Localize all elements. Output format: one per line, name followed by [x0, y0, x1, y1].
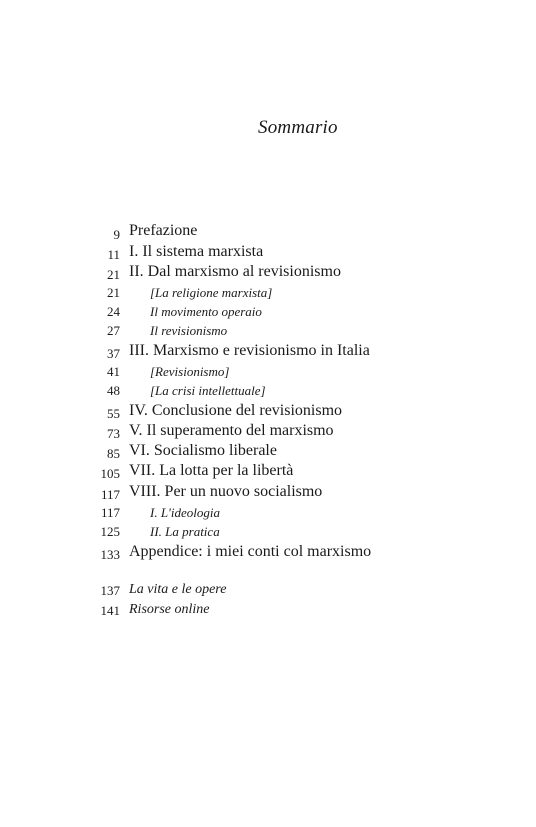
toc-entry-label: VII. La lotta per la libertà [129, 462, 294, 479]
toc-page-number: 11 [107, 247, 120, 262]
toc-entry-label: VI. Socialismo liberale [129, 442, 277, 459]
toc-page-number: 105 [100, 466, 120, 481]
toc-entry-label: II. Dal marxismo al revisionismo [129, 263, 341, 280]
toc-page-number: 27 [107, 323, 120, 338]
toc-entry-label: [Revisionismo] [150, 364, 230, 379]
toc-entry-label: I. L'ideologia [150, 505, 220, 520]
toc-entry-label: La vita e le opere [129, 582, 227, 597]
toc-page-number: 21 [107, 267, 120, 282]
toc-page-number: 117 [100, 487, 120, 502]
toc-page-number: 24 [107, 304, 120, 319]
toc-page-number: 21 [107, 285, 120, 300]
toc-entry-label: [La religione marxista] [150, 285, 273, 300]
toc-entry-label: Risorse online [129, 602, 210, 617]
toc-entry-label: IV. Conclusione del revisionismo [129, 402, 343, 419]
toc-entry-label: VIII. Per un nuovo socialismo [129, 483, 323, 500]
toc-page-number: 133 [100, 547, 120, 562]
toc-entry-label: [La crisi intellettuale] [150, 383, 266, 398]
toc-page-number: 55 [107, 406, 120, 421]
toc-page-number: 141 [100, 603, 120, 618]
toc-entry-label: V. Il superamento del marxismo [129, 422, 334, 439]
toc-page-number: 125 [100, 524, 120, 539]
toc-entry-label: I. Il sistema marxista [129, 243, 264, 260]
toc-page-number: 137 [100, 583, 120, 598]
toc-page-number: 9 [113, 227, 120, 242]
toc-page-number: 41 [107, 364, 120, 379]
toc-page-number: 117 [100, 505, 120, 520]
toc-entry-label: Appendice: i miei conti col marxismo [129, 543, 372, 560]
toc-entry-label: Prefazione [129, 222, 198, 239]
toc-page-number: 73 [107, 426, 120, 441]
toc-entry-label: III. Marxismo e revisionismo in Italia [129, 342, 370, 359]
toc-page-number: 37 [107, 346, 120, 361]
toc-entry-label: Il movimento operaio [150, 304, 262, 319]
toc-entry-label: Il revisionismo [150, 323, 228, 338]
toc-page-number: 48 [107, 383, 120, 398]
toc-entry-label: II. La pratica [150, 524, 220, 539]
toc-page-number: 85 [107, 446, 120, 461]
page-title: Sommario [258, 117, 338, 138]
